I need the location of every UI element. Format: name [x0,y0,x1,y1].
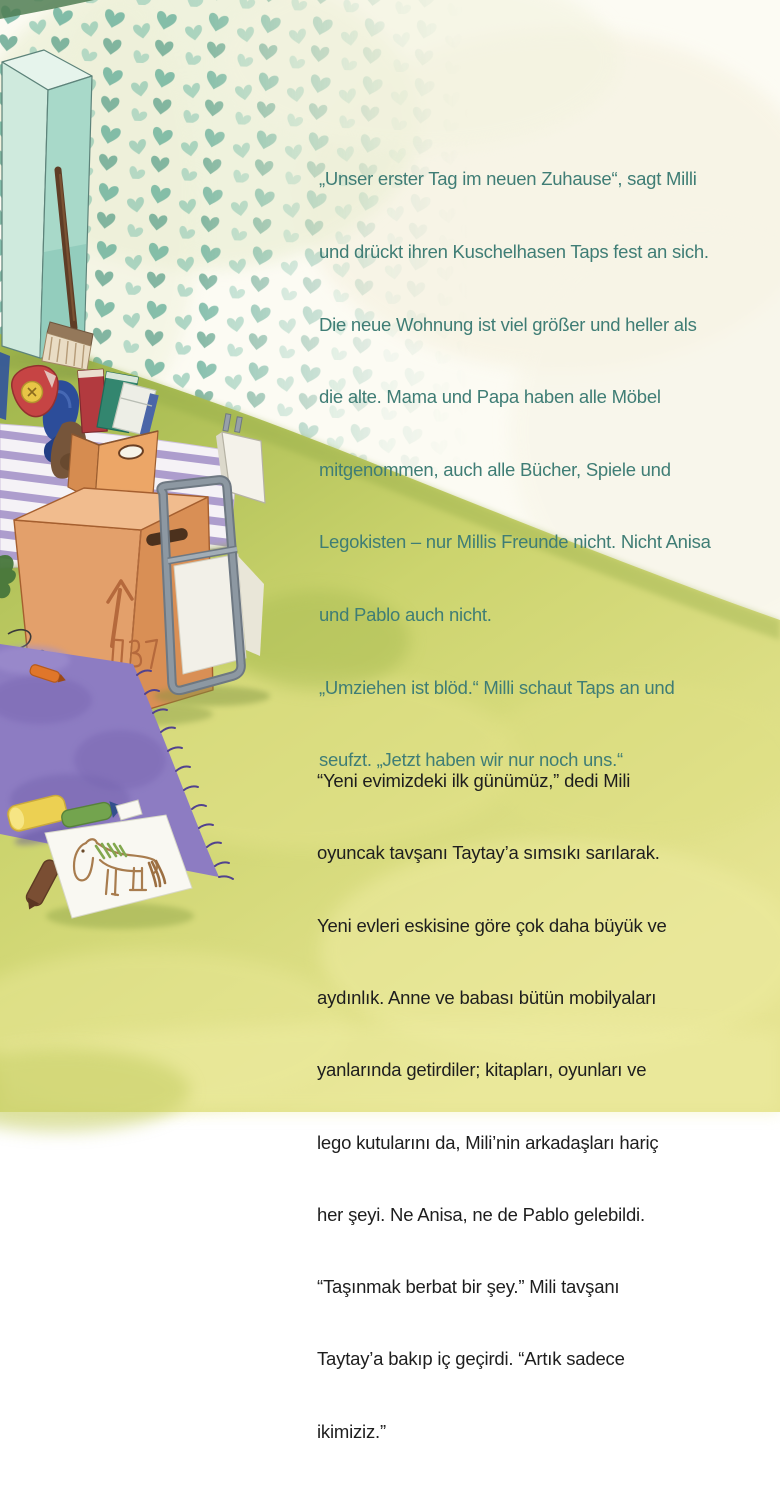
text-line: Taytay’a bakıp iç geçirdi. “Artık sadece [317,1348,625,1370]
turkish-paragraph [317,721,667,1492]
text-line: und Pablo auch nicht. [319,604,492,626]
text-line: die alte. Mama und Papa haben alle Möbel [319,386,661,408]
text-line: Legokisten – nur Millis Freunde nicht. Nicht Anisa [319,531,711,553]
text-line: seufzt. „Jetzt haben wir nur noch uns.“ [319,749,623,771]
text-line: her şeyi. Ne Anisa, ne de Pablo gelebildi. [317,1203,645,1225]
text-line: und drückt ihren Kuschelhasen Taps fest an sich. [319,241,709,263]
text-line: „Unser erster Tag im neuen Zuhause“, sagt Milli [319,168,697,190]
german-paragraph [319,119,711,821]
text-line: lego kutularını da, Mili’nin arkadaşları hariç [317,1131,659,1153]
text-line: ikimiziz.” [317,1420,386,1442]
text-line: yanlarında getirdiler; kitapları, oyunları ve [317,1059,647,1081]
text-line: „Umziehen ist blöd.“ Milli schaut Taps an und [319,676,675,698]
text-line: aydınlık. Anne ve babası bütün mobilyaları [317,987,657,1009]
text-line: oyuncak tavşanı Taytay’a sımsıkı sarılarak. [317,842,660,864]
mint-wardrobe [0,50,97,371]
text-line: “Yeni evimizdeki ilk günümüz,” dedi Mili [317,770,631,792]
text-line: “Taşınmak berbat bir şey.” Mili tavşanı [317,1276,620,1298]
text-line: Yeni evleri eskisine göre çok daha büyük ve [317,914,667,936]
text-line: Die neue Wohnung ist viel größer und heller als [319,313,697,335]
text-line: mitgenommen, auch alle Bücher, Spiele und [319,458,671,480]
